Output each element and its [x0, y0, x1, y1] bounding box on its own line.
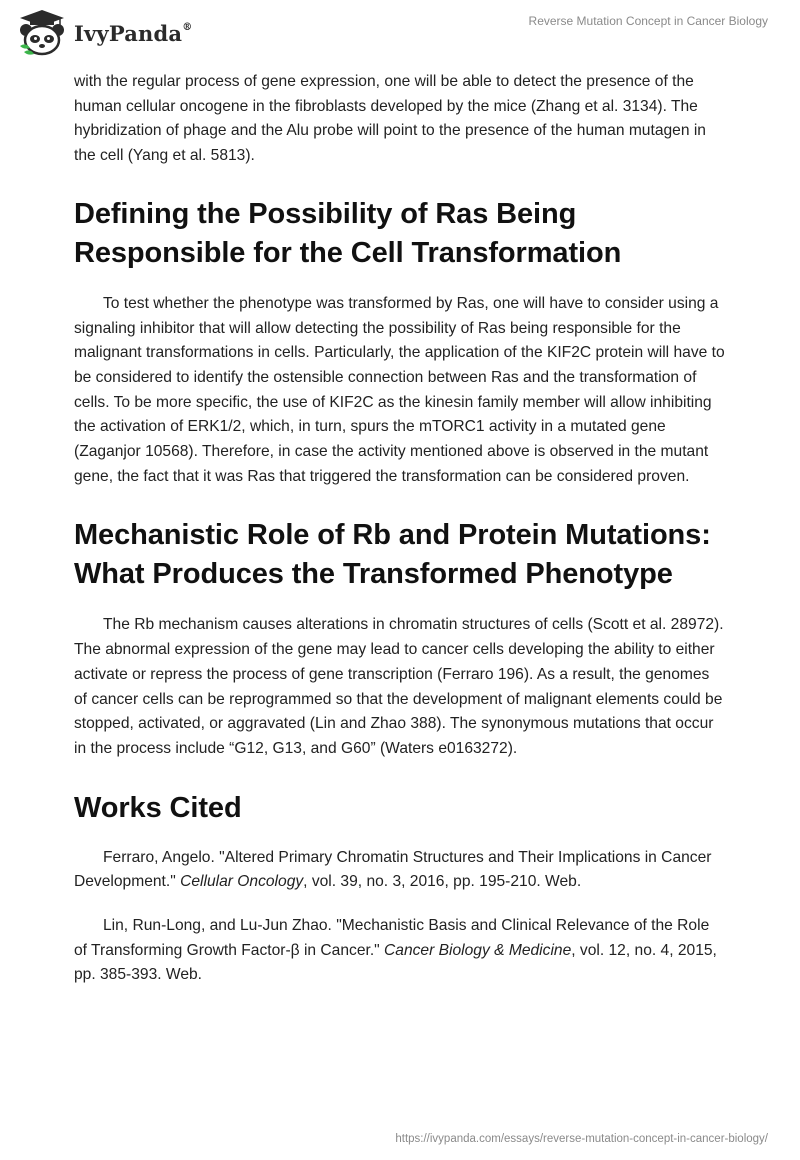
logo-name: IvyPanda	[74, 20, 183, 46]
citation-text: Ferraro, Angelo. "Altered Primary Chromatin Structures and Their Implications in Cancer Development."	[74, 848, 712, 891]
citation-journal: Cellular Oncology	[180, 873, 304, 891]
source-url-link[interactable]: https://ivypanda.com/essays/reverse-mutation-concept-in-cancer-biology/	[395, 1133, 768, 1145]
section-heading-rb: Mechanistic Role of Rb and Protein Mutations: What Produces the Transformed Phenotype	[74, 519, 711, 591]
section-paragraph-ras: To test whether the phenotype was transformed by Ras, one will have to consider using a signaling inhibitor that will allow detecting the possibility of Ras being responsible for the malignant transformations in cells. Particularly, the application of the KIF2C protein will have to be considered to identify the ostensible connection between Ras and the transformation of cells. To be more specific, the use of KIF2C as the kinesin family member will allow inhibiting the activation of ERK1/2, which, in turn, spurs the mTORC1 activity in a mutated gene (Zaganjor 10568). Therefore, in case the activity mentioned above is observed in the mutant gene, the fact that it was Ras that triggered the transformation can be considered proven.	[74, 294, 725, 485]
essay-content	[74, 70, 726, 988]
registered-mark: ®	[182, 21, 193, 33]
citation-entry	[74, 914, 726, 988]
citation-details: , vol. 39, no. 3, 2016, pp. 195-210. Web.	[303, 873, 582, 891]
logo-text	[74, 21, 192, 46]
works-cited-heading: Works Cited	[74, 791, 242, 824]
section-paragraph-rb: The Rb mechanism causes alterations in chromatin structures of cells (Scott et al. 28972). The abnormal expression of the gene may lead to cancer cells developing the ability to either activate or repress the process of gene transcription (Ferraro 196). As a result, the genomes of cancer cells can be reprogrammed so that the development of malignant elements could be stopped, activated, or aggravated (Lin and Zhao 388). The synonymous mutations that occur in the process include “G12, G13, and G60” (Waters e0163272).	[74, 616, 724, 757]
ivypanda-logo[interactable]	[16, 8, 192, 58]
citation-entry	[74, 846, 726, 895]
section-heading-ras: Defining the Possibility of Ras Being Responsible for the Cell Transformation	[74, 197, 622, 269]
panda-graduate-icon	[16, 8, 68, 58]
page-header	[0, 0, 800, 70]
citation-text: Lin, Run-Long, and Lu-Jun Zhao. "Mechanistic Basis and Clinical Relevance of the Role of Transforming Growth Factor-β in Cancer."	[74, 917, 710, 959]
citation-details: , vol. 12, no. 4, 2015, pp. 385-393. Web.	[74, 941, 717, 984]
intro-paragraph: with the regular process of gene expression, one will be able to detect the presence of the human cellular oncogene in the fibroblasts developed by the mice (Zhang et al. 3134). The hybridization of phage and the Alu probe will point to the presence of the human mutagen in the cell (Yang et al. 5813).	[74, 73, 706, 165]
citation-journal: Cancer Biology & Medicine	[384, 941, 572, 959]
document-title: Reverse Mutation Concept in Cancer Biology	[528, 14, 768, 28]
